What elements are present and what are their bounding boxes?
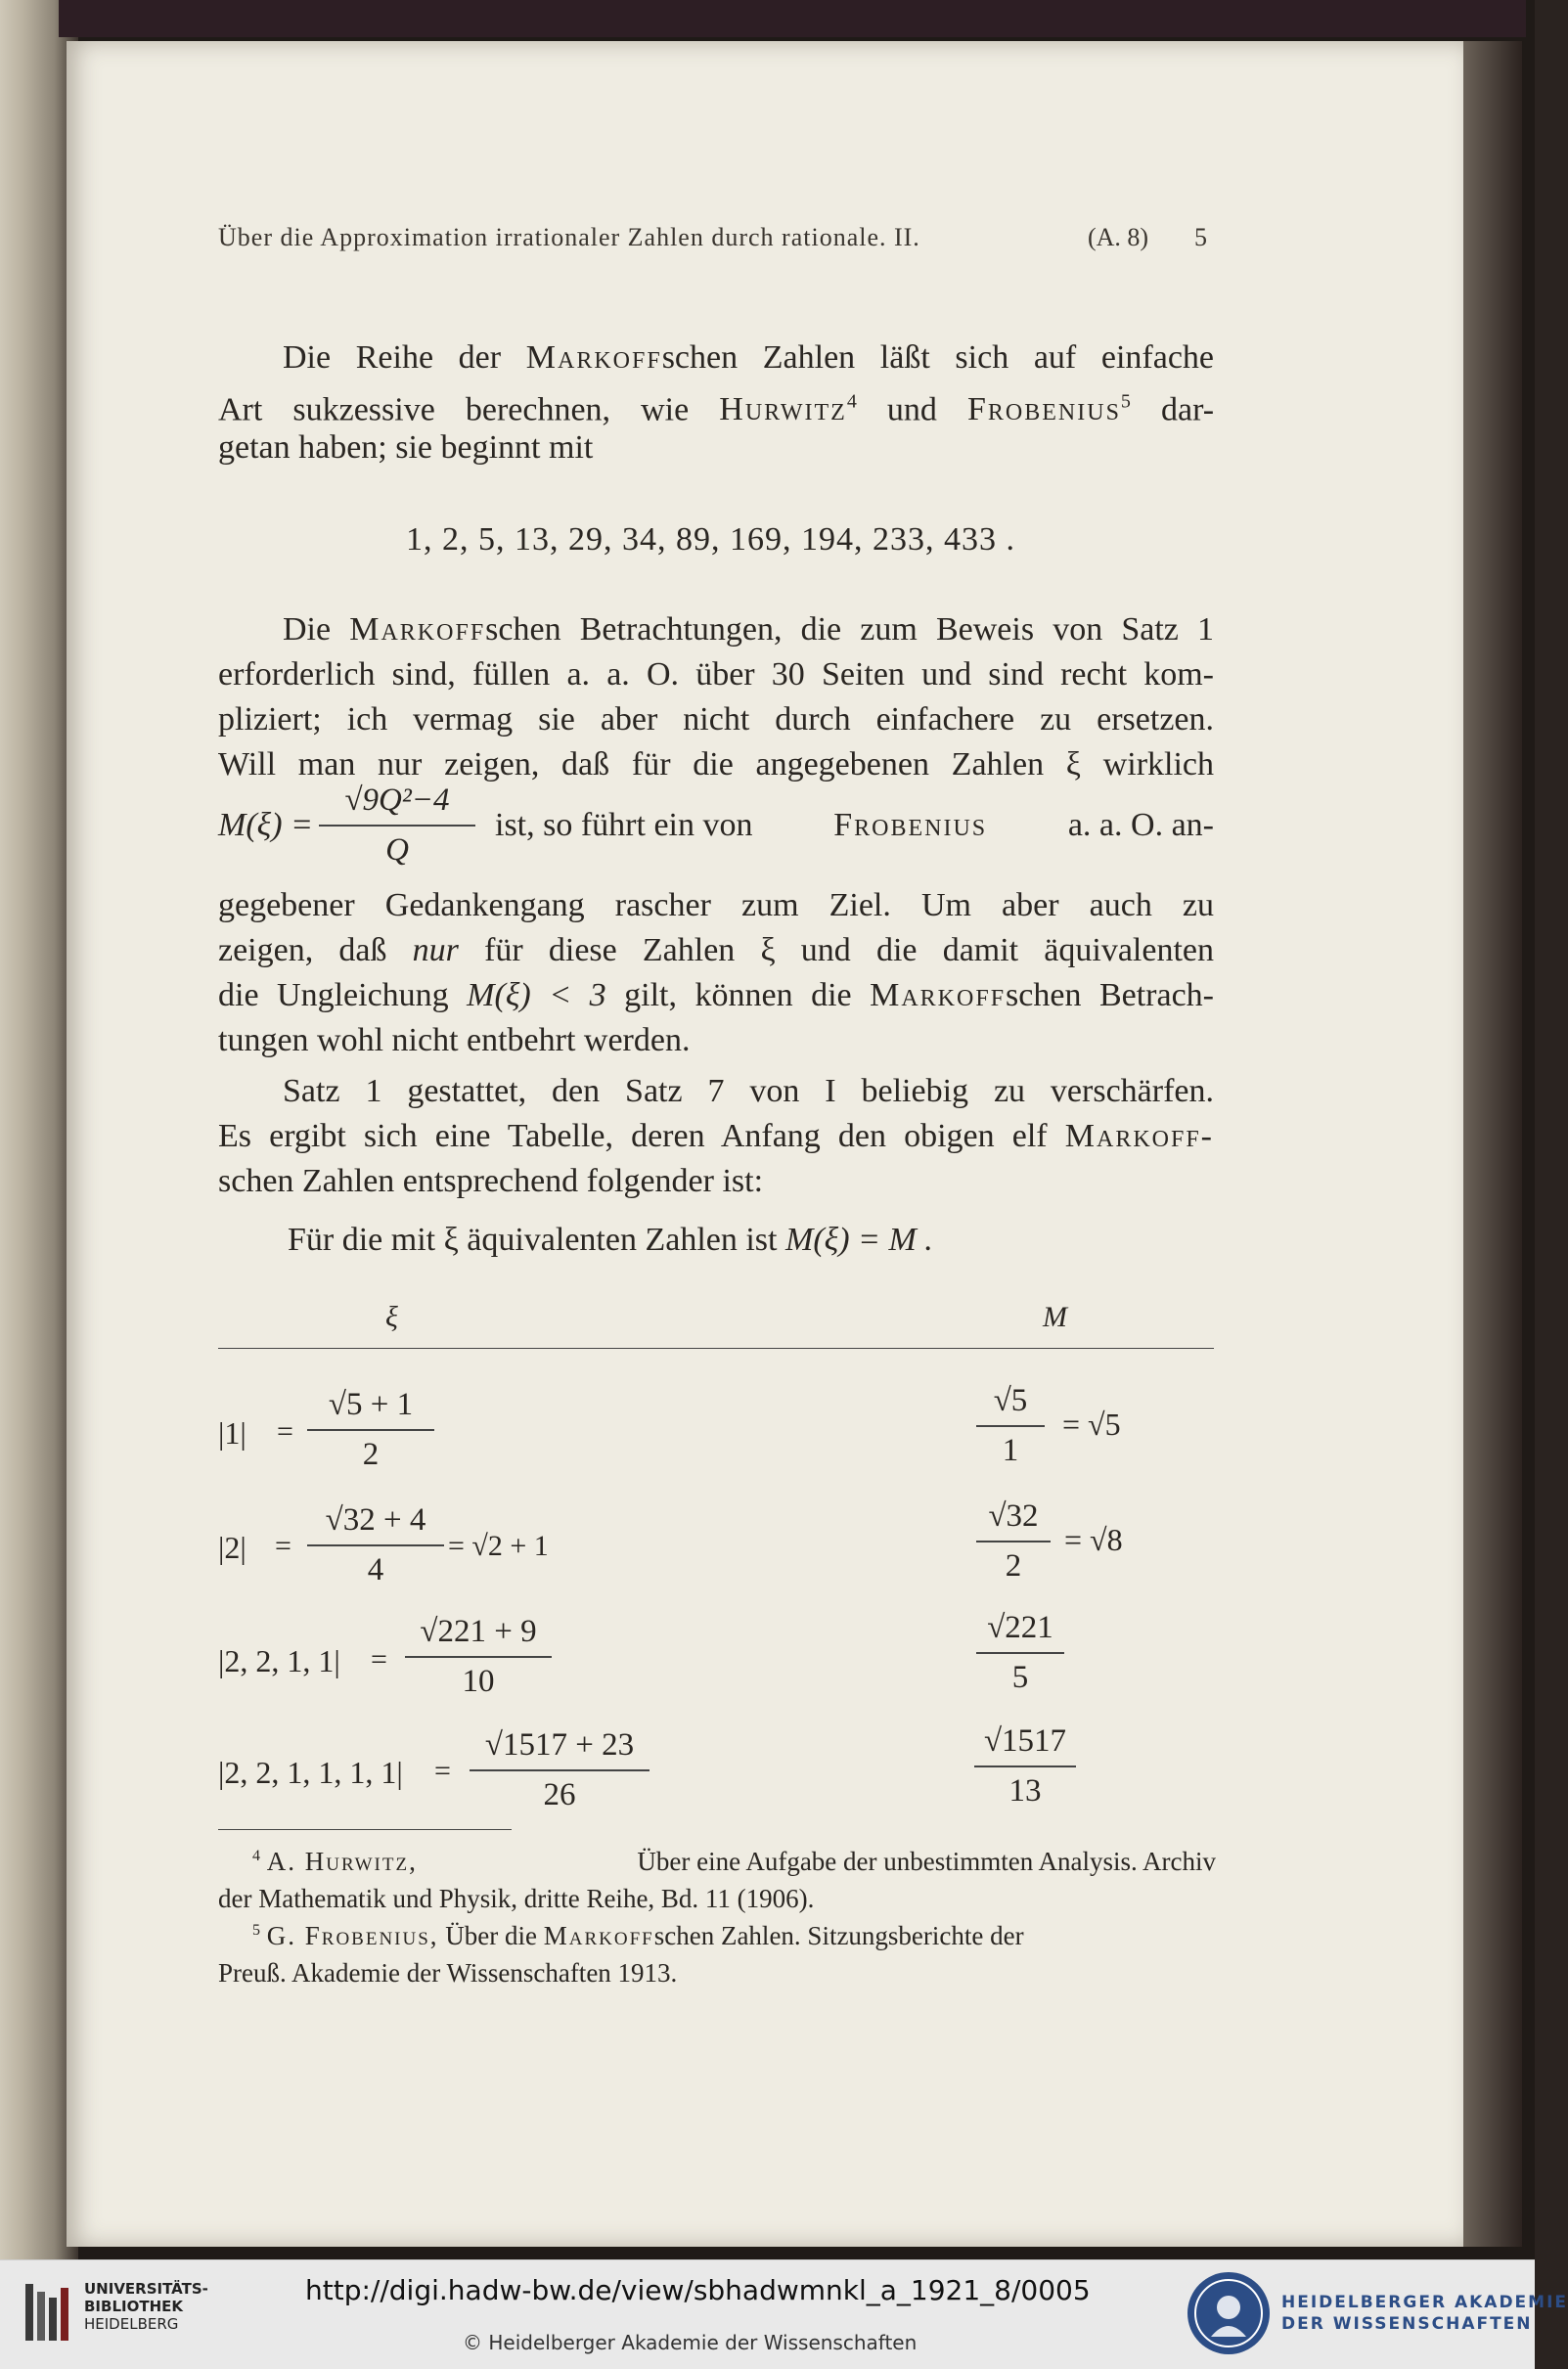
para3-line3: schen Zahlen entsprechend folgender ist:	[218, 1163, 764, 1199]
para2-line3: pliziert; ich vermag sie aber nicht durch einfachere zu ersetzen.	[218, 701, 1214, 738]
continued-fraction: |2, 2, 1, 1|	[218, 1643, 340, 1678]
name-markoff: Markoff	[525, 339, 662, 376]
m-fraction: √1517 13	[974, 1723, 1076, 1810]
para3-line2: Es ergibt sich eine Tabelle, deren Anfang den obigen elf Markoff-	[218, 1118, 1215, 1154]
formula-fraction: √9Q²−4 Q	[319, 782, 475, 869]
university-library-logo-icon	[22, 2278, 74, 2347]
book-page: Über die Approximation irrationaler Zahlen durch rationale. II. (A. 8) 5 Die Reihe der Markoffschen Zahlen läßt sich auf einfache Art sukzessive berechnen, wie Hurwitz$^4$ und Frobenius$^5$ dar- getan haben; sie beginnt mit 1, 2, 5, 13, 29, 34, 89, 169, 194, 233, 433 . Die Markoffschen Betrachtungen, die zum Beweis von Satz 1 erforderlich sind, füllen a. a. O. über 30 Seiten und sind recht kom- pliziert; ich vermag sie aber nicht durch einfachere zu ersetzen. Will man nur zeigen, daß für die angegebenen Zahlen ξ wirklich M(ξ) = √9Q²−4 Q ist, so führt ein von Frobenius a. a. O. an- gegebener Gedankengang rascher zum Ziel. Um aber auch zu zeigen, daß nur für diese Zahlen ξ und die damit äquivalenten die Ungleichung M(ξ) < 3 gilt, können die Markoffschen Betrach- tungen wohl nicht entbehrt werden. Satz 1 gestattet, den Satz 7 von I beliebig zu verschärfen. Es ergibt sich eine Tabelle, deren Anfang den obigen elf Markoff- schen Zahlen entsprechend folgender ist: Für die mit ξ äquivalenten Zahlen ist M(ξ) = M . ξ M |1| = √5 + 1 2 √5 1 = √5 |2| = √32 + 4 4 = √2 + 1 √32 2 = √8 |2, 2, 1, 1| = √221 + 9 10 √221 5 |2, 2, 1, 1, 1, 1| = √1517 + 23 26 √1517 13 $^4$ A. Hurwitz, Über eine Aufgabe der unbestimmten Analysis. Archiv der Mathematik und Physik, dritte Reihe, Bd. 11 (1906). $^5$ G. Frobenius, Über die Markoffschen Zahlen. Sitzungsberichte der Preuß. Akademie der Wissenschaften 1913.	[67, 41, 1463, 2247]
xi-fraction: √221 + 9 10	[405, 1614, 552, 1700]
document-url-link[interactable]: http://digi.hadw-bw.de/view/sbhadwmnkl_a_1921_8/0005	[305, 2274, 1091, 2306]
formula-lhs: M(ξ) =	[218, 807, 313, 843]
para2-line1: Die Markoffschen Betrachtungen, die zum Beweis von Satz 1	[283, 611, 1214, 648]
para2-line2: erforderlich sind, füllen a. a. O. über 30 Seiten und sind recht kom-	[218, 656, 1214, 693]
university-library-label: UNIVERSITÄTS- BIBLIOTHEK HEIDELBERG	[84, 2280, 208, 2333]
footnote-5-line2: Preuß. Akademie der Wissenschaften 1913.	[218, 1958, 678, 1988]
para2-line8: die Ungleichung M(ξ) < 3 gilt, können die Markoffschen Betrach-	[218, 977, 1214, 1013]
footnote-rule	[218, 1829, 512, 1830]
markoff-sequence: 1, 2, 5, 13, 29, 34, 89, 169, 194, 233, 433 .	[406, 521, 1015, 558]
copyright-notice: © Heidelberger Akademie der Wissenschaften	[463, 2331, 918, 2354]
para2-line9: tungen wohl nicht entbehrt werden.	[218, 1022, 691, 1058]
book-cover-right-edge	[1463, 41, 1522, 2247]
para2-line6: gegebener Gedankengang rascher zum Ziel. Um aber auch zu	[218, 887, 1214, 923]
continued-fraction: |2, 2, 1, 1, 1, 1|	[218, 1755, 403, 1790]
m-fraction: √221 5	[976, 1610, 1064, 1696]
table-header-m: M	[1043, 1301, 1067, 1333]
page-number: 5	[1194, 223, 1207, 251]
m-fraction: √32 2	[976, 1498, 1051, 1585]
para2-line7: zeigen, daß nur für diese Zahlen ξ und die damit äquivalenten	[218, 932, 1214, 968]
academy-seal-icon	[1187, 2272, 1270, 2354]
para1-line1: Die Reihe der Markoffschen Zahlen läßt sich auf einfache	[283, 339, 1215, 376]
para2-line4: Will man nur zeigen, daß für die angegebenen Zahlen ξ wirklich	[218, 746, 1214, 782]
name-hurwitz: Hurwitz	[719, 391, 847, 428]
footer-bar	[0, 2259, 1568, 2369]
table-rule	[218, 1348, 1214, 1349]
m-fraction: √5 1	[976, 1383, 1045, 1469]
para4: Für die mit ξ äquivalenten Zahlen ist M(ξ) = M .	[288, 1222, 933, 1258]
xi-fraction: √32 + 4 4	[307, 1502, 444, 1588]
continued-fraction: |1|	[218, 1415, 246, 1451]
footnote-4-line2: der Mathematik und Physik, dritte Reihe, Bd. 11 (1906).	[218, 1884, 815, 1913]
table-header-xi: ξ	[385, 1301, 398, 1333]
academy-label: HEIDELBERGER AKADEMIE DER WISSENSCHAFTEN	[1281, 2293, 1568, 2334]
running-title: Über die Approximation irrationaler Zahlen durch rationale. II.	[218, 223, 920, 251]
para3-line1: Satz 1 gestattet, den Satz 7 von I beliebig zu verschärfen.	[283, 1073, 1214, 1109]
para1-line2: Art sukzessive berechnen, wie Hurwitz$^4$ und Frobenius$^5$ dar-	[218, 391, 1215, 428]
xi-fraction: √5 + 1 2	[307, 1387, 434, 1473]
para2-line5: ist, so führt ein von Frobenius a. a. O. an-	[495, 807, 1214, 843]
footnote-5-line1: $^5$ G. Frobenius, Über die Markoffschen Zahlen. Sitzungsberichte der	[252, 1921, 1024, 1950]
xi-fraction: √1517 + 23 26	[470, 1727, 650, 1813]
name-frobenius: Frobenius	[967, 391, 1121, 428]
footnote-4-line1: $^4$ A. Hurwitz, Über eine Aufgabe der unbestimmten Analysis. Archiv	[252, 1847, 1216, 1876]
continued-fraction: |2|	[218, 1530, 246, 1565]
para1-line3: getan haben; sie beginnt mit	[218, 429, 594, 466]
book-cover-edge	[59, 0, 1526, 37]
section-label: (A. 8)	[1088, 223, 1149, 251]
